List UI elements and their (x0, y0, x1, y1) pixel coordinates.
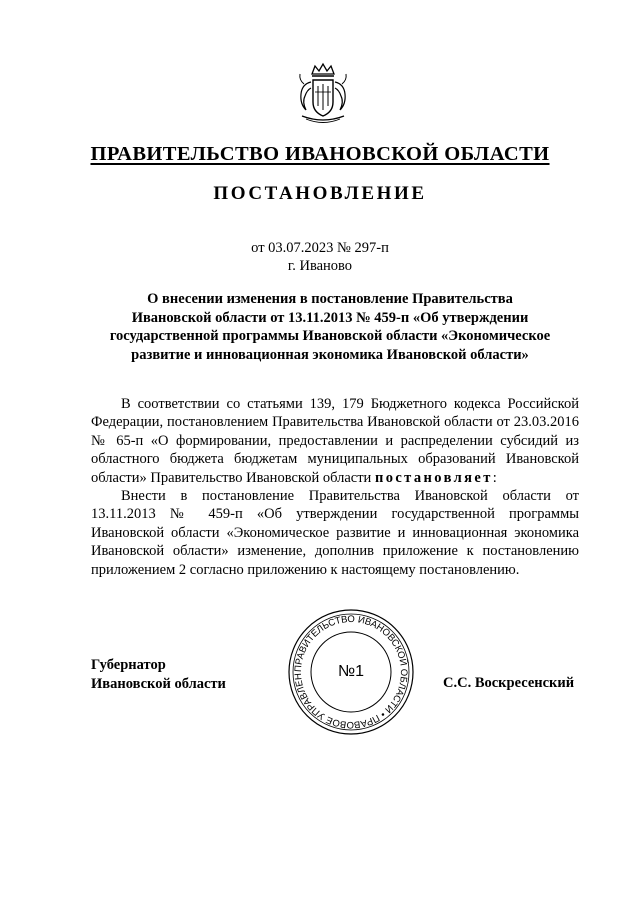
body-paragraph (91, 395, 579, 487)
colon: : (492, 469, 497, 486)
coat-of-arms-icon (296, 62, 350, 126)
official-stamp (286, 607, 416, 737)
signer-title-line: Губернатор (91, 657, 166, 673)
document-meta (0, 239, 640, 275)
subject-line: Ивановской области от 13.11.2013 № 459-п «Об утверждении (131, 309, 529, 326)
stamp-number: №1 (337, 663, 365, 680)
resolves-word: постановляет (374, 469, 493, 486)
subject-line: государственной программы Ивановской области «Экономическое (109, 328, 551, 344)
body-paragraph: Внести в постановление Правительства Ивановской области от 13.11.2013 № 459-п «Об утверждении государственной программы Ивановской области «Экономическое развитие и инновационная экономика Ивановской области» изменение, дополнив приложение к постановлению приложением 2 согласно приложению к настоящему постановлению. (91, 488, 579, 578)
paragraph-text: В соответствии со статьями 139, 179 Бюджетного кодекса Российской Федерации, постановлением Правительства Ивановской области от 23.03.2016 № 65-п «О формировании, предоставлении и распределении субсидий из областного бюджета бюджетам муниципальных образований Ивановской области» Правительство Ивановской области (91, 396, 579, 486)
city: г. Иваново (287, 258, 353, 274)
stamp-ring-text: ПРАВИТЕЛЬСТВО ИВАНОВСКОЙ ОБЛАСТИ • ПРАВОВОЕ УПРАВЛЕН (292, 613, 410, 731)
subject-line: О внесении изменения в постановление Правительства (147, 291, 513, 307)
document-subject (100, 290, 560, 364)
date-number: от 03.07.2023 № 297-п (251, 240, 389, 256)
subject-line: развитие и инновационная экономика Ивановской области» (131, 346, 529, 363)
signer-title-line: Ивановской области (91, 676, 226, 692)
organization-title: ПРАВИТЕЛЬСТВО ИВАНОВСКОЙ ОБЛАСТИ (90, 143, 550, 165)
signer-name: С.С. Воскресенский (443, 675, 575, 691)
signer-title (91, 656, 226, 694)
document-type: ПОСТАНОВЛЕНИЕ (213, 183, 427, 204)
document-body (91, 395, 579, 579)
